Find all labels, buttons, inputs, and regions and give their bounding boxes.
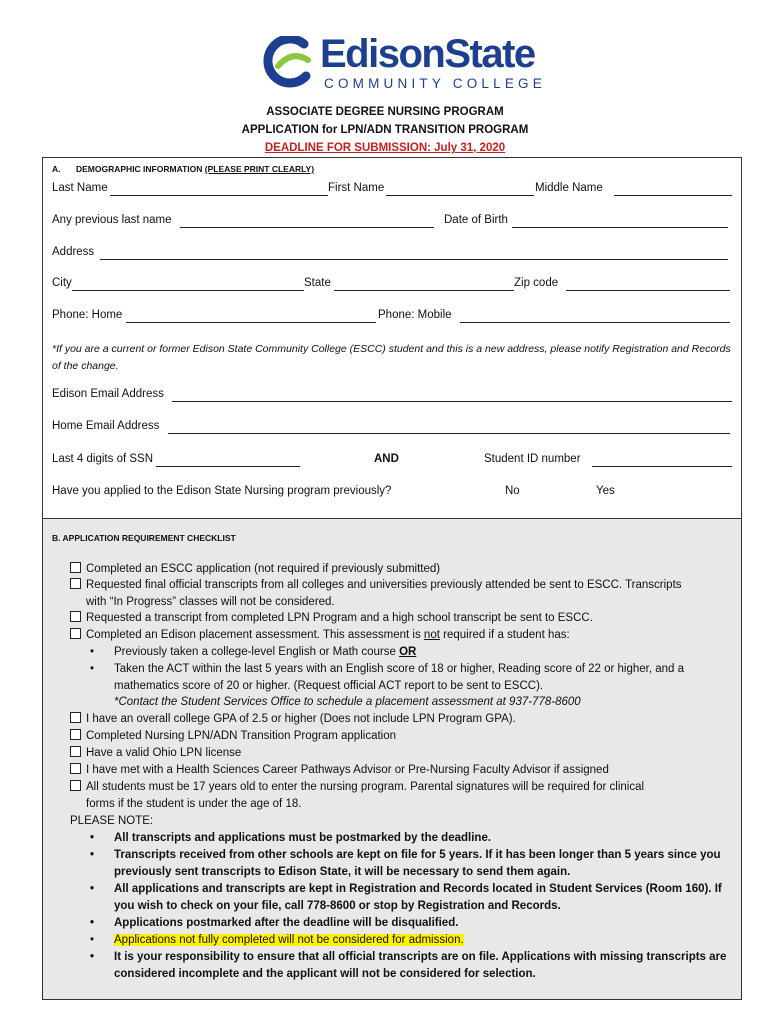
applied-yes-option[interactable]: Yes	[596, 485, 615, 497]
phone-home-field[interactable]	[126, 322, 376, 323]
checklist-item	[70, 577, 730, 610]
checkbox[interactable]	[70, 578, 81, 589]
checkbox[interactable]	[70, 729, 81, 740]
section-a-number: A.	[52, 164, 61, 174]
placement-or-text: OR	[399, 646, 417, 658]
address-label: Address	[52, 246, 95, 258]
checklist-text: Have a valid Ohio LPN license	[86, 747, 242, 759]
checkbox[interactable]	[70, 611, 81, 622]
zip-label: Zip code	[514, 277, 559, 289]
bullet-icon: •	[90, 951, 95, 963]
state-label: State	[304, 277, 331, 289]
placement-exemption-item	[90, 661, 730, 694]
checklist-text-continued: with “In Progress” classes will not be considered.	[86, 595, 335, 608]
and-label: AND	[374, 453, 399, 465]
section-a-title-note: (PLEASE PRINT CLEARLY)	[204, 164, 315, 174]
logo-name: EdisonState	[320, 32, 535, 76]
note-text: Applications postmarked after the deadline will be disqualified.	[114, 917, 459, 929]
checklist-item	[70, 711, 730, 728]
note-text: It is your responsibility to ensure that all official transcripts are on file. Applications with missing transcripts are considered incomplete and the applicant will not be considered for selection.	[114, 951, 727, 980]
note-text: All applications and transcripts are kept in Registration and Records located in Student Services (Room 160). If you wish to check on your file, call 778-8600 or stop by Registration and Records.	[114, 883, 722, 912]
middle-name-field[interactable]	[614, 195, 732, 196]
edison-email-field[interactable]	[172, 401, 732, 402]
checklist-item	[70, 627, 730, 644]
section-b-header: B. APPLICATION REQUIREMENT CHECKLIST	[52, 533, 236, 543]
phone-home-label: Phone: Home	[52, 309, 123, 321]
checklist-text-emphasis: not	[423, 629, 440, 641]
checklist-text: All students must be 17 years old to enter the nursing program. Parental signatures will be required for clinical	[86, 781, 645, 793]
logo-subtitle: COMMUNITY COLLEGE	[324, 76, 546, 91]
application-title: APPLICATION for LPN/ADN TRANSITION PROGRAM	[241, 124, 529, 136]
placement-contact-text: *Contact the Student Services Office to schedule a placement assessment at 937-778-8600	[114, 696, 581, 708]
checklist-item	[70, 762, 730, 779]
last-name-field[interactable]	[110, 195, 328, 196]
checkbox[interactable]	[70, 712, 81, 723]
checklist-text: Completed an Edison placement assessment. This assessment is	[86, 629, 424, 641]
previous-last-name-label: Any previous last name	[52, 214, 172, 226]
deadline-text: DEADLINE FOR SUBMISSION: July 31, 2020	[264, 142, 506, 154]
last-name-label: Last Name	[52, 182, 108, 194]
note-item	[90, 949, 730, 982]
placement-contact-note	[90, 694, 730, 711]
note-text: Transcripts received from other schools are kept on file for 5 years. If it has been longer than 5 years since you previously sent transcripts to Edison State, it will be necessary to send them again.	[114, 849, 721, 878]
checklist-text: Requested a transcript from completed LPN Program and a high school transcript be sent to ESCC.	[86, 612, 593, 624]
checklist-item	[70, 728, 730, 745]
city-label: City	[52, 277, 72, 289]
checklist-text: Completed Nursing LPN/ADN Transition Program application	[86, 730, 397, 742]
state-field[interactable]	[334, 290, 514, 291]
edison-email-label: Edison Email Address	[52, 388, 164, 400]
placement-exemption-item	[90, 644, 730, 661]
note-item	[90, 830, 730, 847]
dob-field[interactable]	[512, 227, 728, 228]
applied-no-option[interactable]: No	[505, 485, 520, 497]
note-item	[90, 847, 730, 880]
ssn-label: Last 4 digits of SSN	[52, 453, 153, 465]
bullet-icon: •	[90, 646, 95, 658]
note-item	[90, 932, 730, 949]
checkbox[interactable]	[70, 562, 81, 573]
student-id-field[interactable]	[592, 466, 732, 467]
zip-field[interactable]	[566, 290, 730, 291]
home-email-label: Home Email Address	[52, 420, 160, 432]
checklist-text: I have an overall college GPA of 2.5 or higher (Does not include LPN Program GPA).	[86, 713, 516, 725]
checklist-text: Requested final official transcripts from all colleges and universities previously attended be sent to ESCC. Transcripts	[86, 579, 682, 591]
ssn-field[interactable]	[156, 466, 300, 467]
bullet-icon: •	[90, 883, 95, 895]
highlighted-note-text: Applications not fully completed will not be considered for admission.	[114, 934, 464, 946]
bullet-icon: •	[90, 934, 95, 946]
home-email-field[interactable]	[168, 433, 730, 434]
bullet-icon: •	[90, 832, 95, 844]
bullet-icon: •	[90, 663, 95, 675]
section-a-header	[52, 164, 314, 174]
checkbox[interactable]	[70, 746, 81, 757]
checklist-text: I have met with a Health Sciences Career Pathways Advisor or Pre-Nursing Faculty Advisor if assigned	[86, 764, 609, 776]
please-note-heading: PLEASE NOTE:	[70, 815, 154, 827]
dob-label: Date of Birth	[444, 214, 508, 226]
note-text: All transcripts and applications must be postmarked by the deadline.	[114, 832, 492, 844]
city-field[interactable]	[72, 290, 304, 291]
bullet-icon: •	[90, 917, 95, 929]
first-name-field[interactable]	[386, 195, 534, 196]
phone-mobile-label: Phone: Mobile	[378, 309, 452, 321]
checkbox[interactable]	[70, 628, 81, 639]
college-logo	[262, 32, 546, 96]
placement-exemption-text: Previously taken a college-level English or Math course	[114, 646, 400, 658]
checklist-item	[70, 561, 730, 578]
checklist-item	[70, 610, 730, 627]
checkbox[interactable]	[70, 780, 81, 791]
section-a-title: DEMOGRAPHIC INFORMATION	[76, 164, 203, 174]
student-id-label: Student ID number	[484, 453, 581, 465]
note-item	[90, 915, 730, 932]
middle-name-label: Middle Name	[535, 182, 603, 194]
checklist-item	[70, 779, 730, 812]
edison-logo-icon	[262, 36, 316, 88]
checkbox[interactable]	[70, 763, 81, 774]
checklist-text-end: required if a student has:	[439, 629, 570, 641]
previous-last-name-field[interactable]	[180, 227, 434, 228]
placement-exemption-text: Taken the ACT within the last 5 years with an English score of 18 or higher, Reading score of 22 or higher, and a mathematics score of 20 or higher. (Request official ACT report to be sent to ESCC).	[114, 663, 685, 692]
address-field[interactable]	[100, 259, 728, 260]
program-title: ASSOCIATE DEGREE NURSING PROGRAM	[266, 106, 504, 118]
phone-mobile-field[interactable]	[460, 322, 730, 323]
applied-previously-question: Have you applied to the Edison State Nursing program previously?	[52, 485, 392, 497]
checklist-text: Completed an ESCC application (not required if previously submitted)	[86, 563, 441, 575]
bullet-icon: •	[90, 849, 95, 861]
checklist-item	[70, 745, 730, 762]
checklist-text-continued: forms if the student is under the age of 18.	[86, 797, 302, 810]
first-name-label: First Name	[328, 182, 385, 194]
note-item	[90, 881, 730, 914]
address-change-note: *If you are a current or former Edison State Community College (ESCC) student and this is a new address, please notify Registration and Records of the change.	[52, 343, 731, 372]
